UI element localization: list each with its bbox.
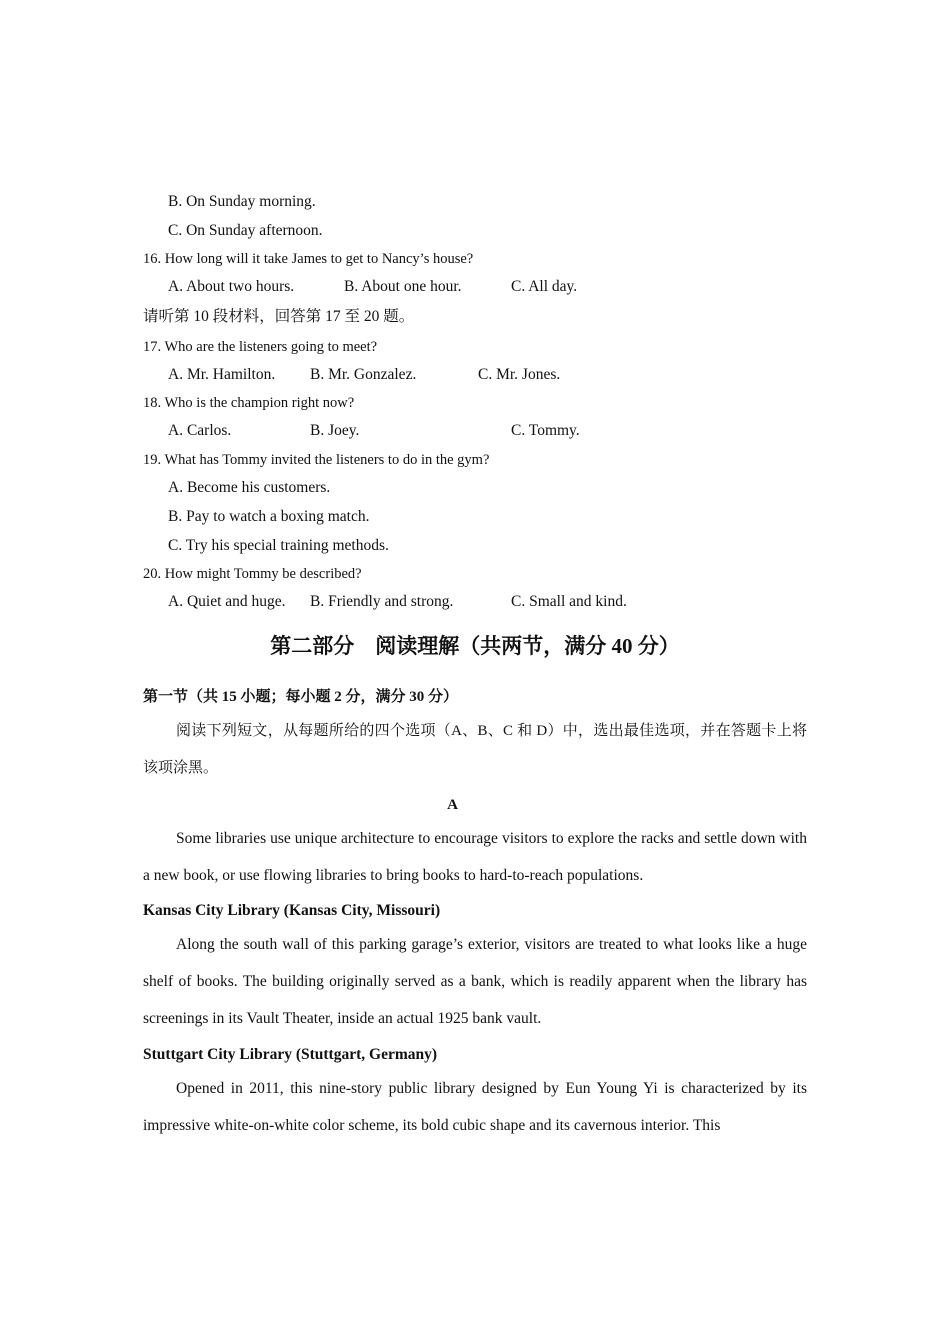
q20-option-a: A. Quiet and huge. [168, 593, 286, 610]
q18-option-a: A. Carlos. [168, 422, 232, 439]
q17-option-a: A. Mr. Hamilton. [168, 366, 276, 383]
q16-option-a: A. About two hours. [168, 278, 295, 295]
q17-option-c: C. Mr. Jones. [478, 366, 561, 383]
q18-option-c: C. Tommy. [511, 422, 580, 439]
q17-option-b: B. Mr. Gonzalez. [310, 366, 417, 383]
q15-option-b: B. On Sunday morning. [168, 193, 316, 210]
q16-question: 16. How long will it take James to get to Nancy’s house? [143, 251, 474, 267]
q15-option-c: C. On Sunday afternoon. [168, 222, 323, 239]
q19-option-a: A. Become his customers. [168, 479, 331, 496]
q17-question: 17. Who are the listeners going to meet? [143, 339, 378, 355]
q20-question: 20. How might Tommy be described? [143, 566, 362, 582]
listening-instruction: 请听第 10 段材料，回答第 17 至 20 题。 [143, 308, 415, 325]
q18-question: 18. Who is the champion right now? [143, 395, 355, 411]
library-description: Along the south wall of this parking garage’s exterior, visitors are treated to what looks like a huge shelf of books. The building originally served as a bank, which is readily apparent when the library has screenings in its Vault Theater, inside an actual 1925 bank vault. [143, 936, 807, 1027]
q20-option-c: C. Small and kind. [511, 593, 627, 610]
passage-intro: Some libraries use unique architecture to encourage visitors to explore the racks and settle down with a new book, or use flowing libraries to bring books to hard-to-reach populations. [143, 830, 807, 884]
part-heading: 第二部分 阅读理解（共两节，满分 40 分） [270, 634, 680, 658]
reading-instruction: 阅读下列短文，从每题所给的四个选项（A、B、C 和 D）中，选出最佳选项，并在答题卡上将该项涂黑。 [143, 723, 807, 776]
library-description: Opened in 2011, this nine-story public library designed by Eun Young Yi is characterized by its impressive white-on-white color scheme, its bold cubic shape and its cavernous interior. This [143, 1080, 807, 1134]
q18-option-b: B. Joey. [310, 422, 360, 439]
q19-option-c: C. Try his special training methods. [168, 537, 389, 554]
q19-option-b: B. Pay to watch a boxing match. [168, 508, 370, 525]
q16-option-c: C. All day. [511, 278, 578, 295]
q16-option-b: B. About one hour. [344, 278, 462, 295]
library-title: Kansas City Library (Kansas City, Missouri) [143, 902, 441, 919]
q19-question: 19. What has Tommy invited the listeners to do in the gym? [143, 452, 490, 468]
q20-option-b: B. Friendly and strong. [310, 593, 454, 610]
passage-label: A [447, 797, 458, 813]
library-title: Stuttgart City Library (Stuttgart, Germany) [143, 1046, 438, 1063]
section-heading: 第一节（共 15 小题；每小题 2 分，满分 30 分） [143, 689, 459, 705]
